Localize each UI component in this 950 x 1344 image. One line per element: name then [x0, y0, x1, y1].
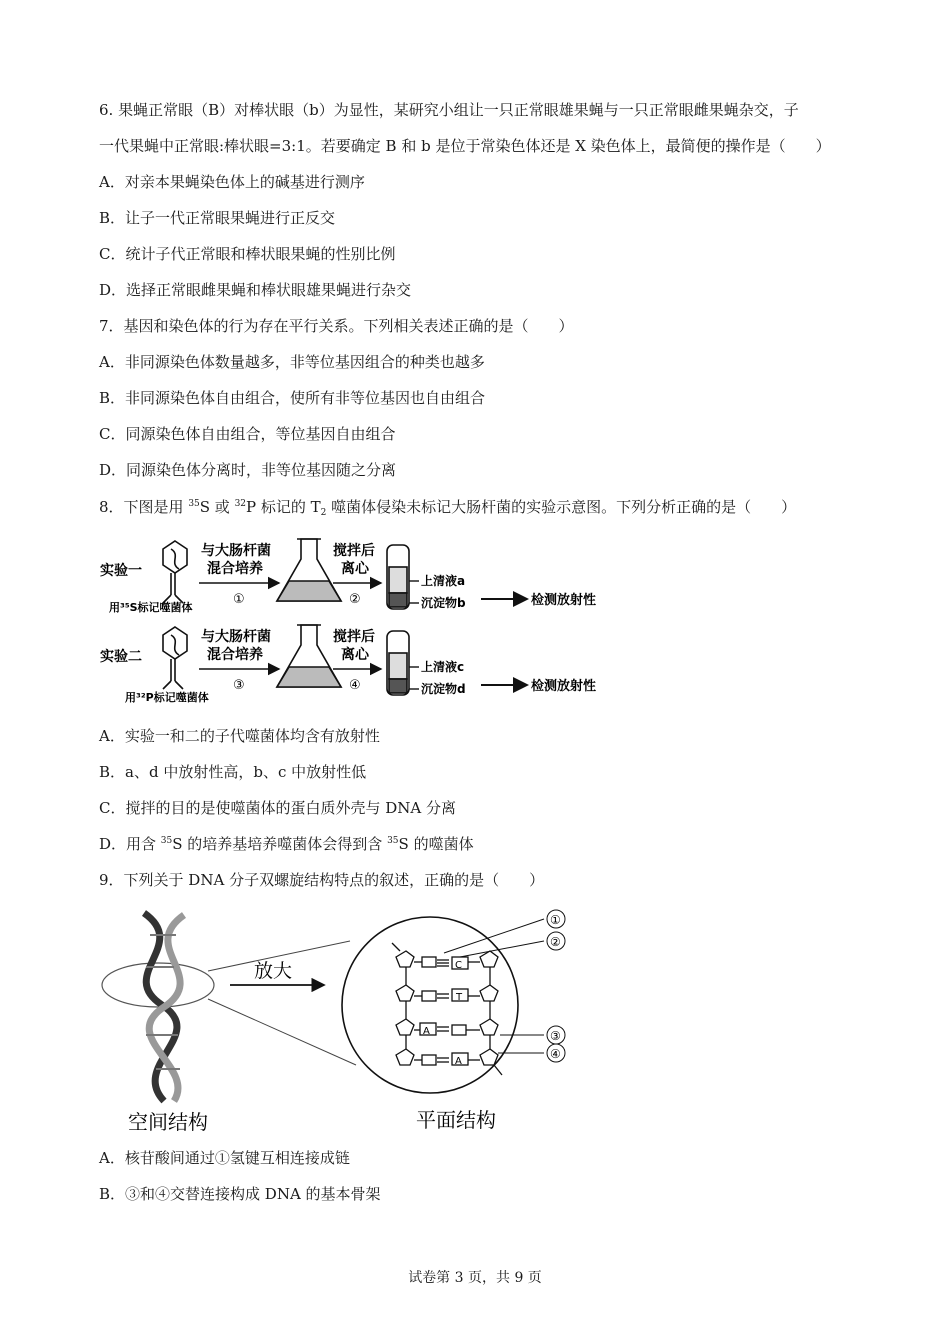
q8-stem: 8．下图是用 $^{35}$S 或 $^{32}$P 标记的 $T_2$ 噬菌体侵染未标记大肠杆菌的实验示意图。下列分析正确的是（ ） — [99, 498, 797, 518]
q6-stem-line2: 一代果蝇中正常眼:棒状眼=3:1。若要确定 B 和 b 是位于常染色体还是 X 染色体上，最简便的操作是（ ） — [99, 137, 831, 155]
phage-icon — [163, 541, 187, 603]
svg-text:②: ② — [550, 935, 561, 949]
svg-text:用³²P标记噬菌体: 用³²P标记噬菌体 — [125, 691, 209, 704]
svg-text:搅拌后: 搅拌后 — [333, 543, 375, 559]
svg-text:混合培养: 混合培养 — [207, 561, 263, 577]
q8-option-a: A．实验一和二的子代噬菌体均含有放射性 — [99, 727, 380, 745]
spatial-label: 空间结构 — [128, 1110, 208, 1134]
svg-text:C: C — [455, 960, 462, 971]
svg-text:检测放射性: 检测放射性 — [531, 593, 597, 608]
svg-text:②: ② — [349, 592, 361, 607]
phage-icon — [163, 627, 187, 689]
q9-stem: 9．下列关于 DNA 分子双螺旋结构特点的叙述，正确的是（ ） — [99, 871, 545, 889]
svg-text:④: ④ — [349, 678, 361, 693]
svg-text:A: A — [455, 1056, 462, 1067]
svg-text:③: ③ — [550, 1029, 561, 1043]
svg-text:①: ① — [550, 913, 561, 927]
flask-icon — [277, 539, 341, 601]
centrifuge-tube-icon — [387, 545, 409, 609]
q7-option-b: B．非同源染色体自由组合，使所有非等位基因也自由组合 — [99, 389, 486, 407]
planar-dna-circle — [342, 917, 518, 1093]
planar-label: 平面结构 — [416, 1108, 496, 1132]
svg-text:与大肠杆菌: 与大肠杆菌 — [201, 543, 271, 559]
svg-text:③: ③ — [233, 678, 245, 693]
page-footer: 试卷第 3 页，共 9 页 — [408, 1270, 542, 1286]
svg-text:①: ① — [233, 592, 245, 607]
exp1-label: 实验一 — [100, 563, 142, 579]
q9-option-a: A．核苷酸间通过①氢键互相连接成链 — [99, 1149, 350, 1167]
phage-experiment-figure — [95, 533, 625, 713]
dna-structure-figure — [100, 905, 590, 1137]
q7-option-a: A．非同源染色体数量越多，非等位基因组合的种类也越多 — [99, 353, 485, 371]
svg-text:A: A — [423, 1026, 430, 1037]
svg-text:混合培养: 混合培养 — [207, 647, 263, 663]
q8-option-d: D．用含 $^{35}$S 的培养基培养噬菌体会得到含 $^{35}$S 的噬菌体 — [99, 835, 474, 853]
svg-text:上清液c: 上清液c — [421, 660, 465, 674]
q7-stem: 7．基因和染色体的行为存在平行关系。下列相关表述正确的是（ ） — [99, 317, 574, 335]
enlarge-label: 放大 — [254, 960, 293, 982]
svg-text:与大肠杆菌: 与大肠杆菌 — [201, 629, 271, 645]
svg-text:沉淀物b: 沉淀物b — [421, 596, 466, 610]
svg-text:离心: 离心 — [341, 647, 369, 663]
centrifuge-tube-icon — [387, 631, 409, 695]
q7-option-d: D．同源染色体分离时，非等位基因随之分离 — [99, 461, 397, 479]
q6-stem-line1: 6. 果蝇正常眼（B）对棒状眼（b）为显性，某研究小组让一只正常眼雄果蝇与一只正常眼雌果蝇杂交，子 — [99, 101, 799, 119]
number-labels — [547, 910, 565, 1062]
svg-text:用³⁵S标记噬菌体: 用³⁵S标记噬菌体 — [109, 601, 193, 614]
q9-option-b: B．③和④交替连接构成 DNA 的基本骨架 — [99, 1185, 381, 1203]
svg-text:沉淀物d: 沉淀物d — [421, 682, 466, 696]
experiment-1-row — [100, 539, 596, 614]
double-helix-icon — [102, 913, 214, 1101]
q6-option-d: D．选择正常眼雌果蝇和棒状眼雄果蝇进行杂交 — [99, 281, 412, 299]
q8-option-c: C．搅拌的目的是使噬菌体的蛋白质外壳与 DNA 分离 — [99, 799, 456, 817]
q8-option-b: B．a、d 中放射性高，b、c 中放射性低 — [99, 763, 367, 781]
svg-text:离心: 离心 — [341, 561, 369, 577]
svg-text:检测放射性: 检测放射性 — [531, 679, 597, 694]
svg-text:上清液a: 上清液a — [421, 574, 466, 588]
exp2-label: 实验二 — [100, 649, 142, 665]
svg-text:④: ④ — [550, 1047, 561, 1061]
flask-icon — [277, 625, 341, 687]
q6-option-a: A．对亲本果蝇染色体上的碱基进行测序 — [99, 173, 365, 191]
svg-text:T: T — [456, 992, 463, 1003]
q6-option-c: C．统计子代正常眼和棒状眼果蝇的性别比例 — [99, 245, 396, 263]
svg-text:搅拌后: 搅拌后 — [333, 629, 375, 645]
experiment-2-row — [100, 625, 596, 704]
q6-option-b: B．让子一代正常眼果蝇进行正反交 — [99, 209, 336, 227]
q7-option-c: C．同源染色体自由组合，等位基因自由组合 — [99, 425, 396, 443]
